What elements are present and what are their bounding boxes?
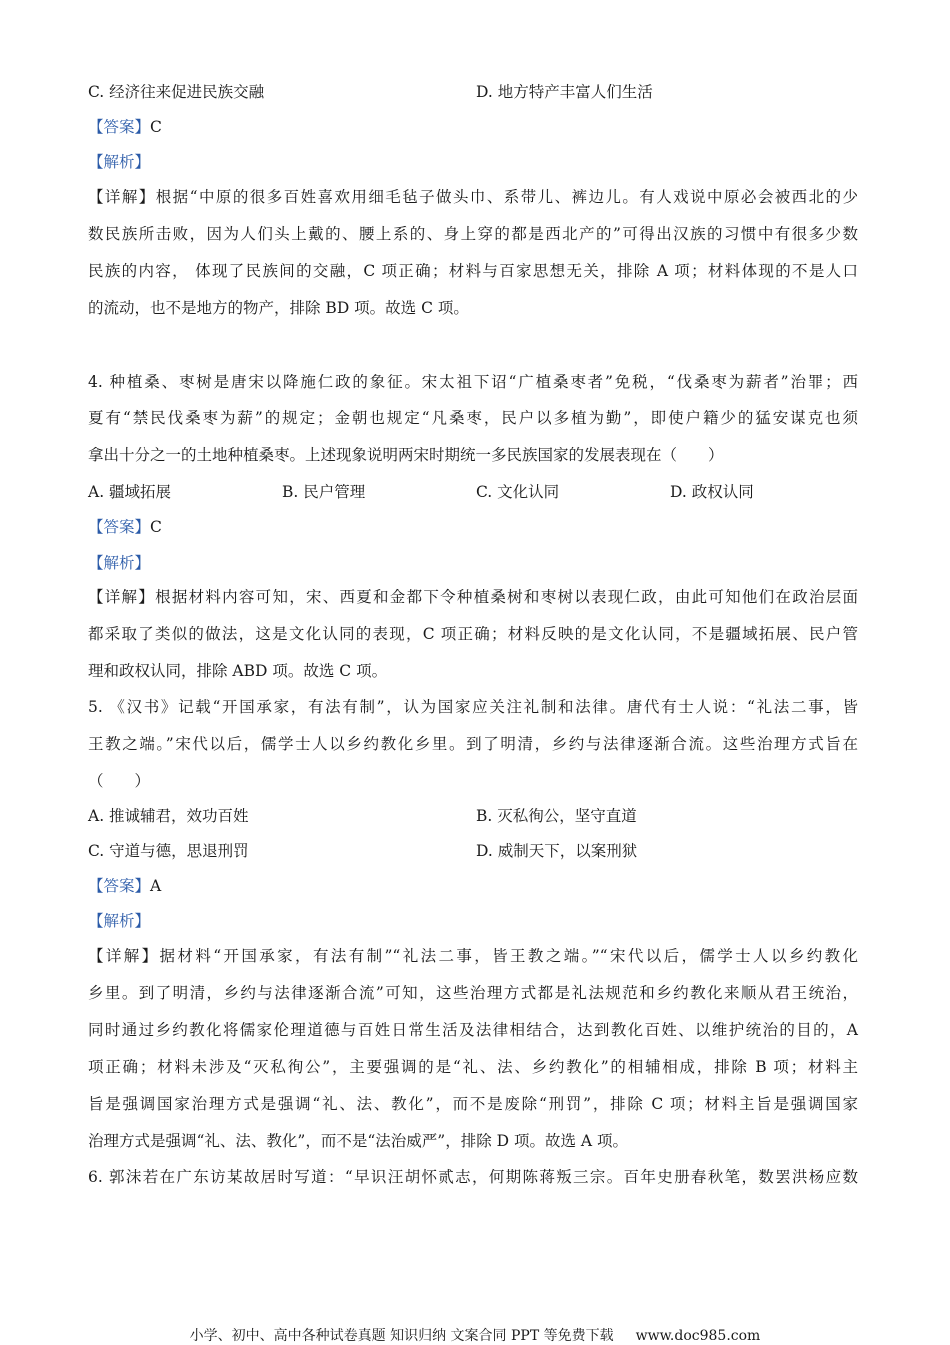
q5-detail-line-1: 【详解】据材料“开国承家，有法有制”“礼法二事，皆王教之端。”“宋代以后，儒学士人以乡约教化 — [88, 947, 858, 965]
q4-analysis-tag: 【解析】 — [88, 554, 151, 572]
answer-tag: 【答案】 — [88, 118, 151, 136]
q4-option-c: C. 文化认同 — [476, 483, 560, 501]
q5-option-c: C. 守道与德，思退刑罚 — [88, 842, 249, 860]
q5-answer-line — [88, 876, 161, 896]
q4-detail-line-1: 【详解】根据材料内容可知，宋、西夏和金都下令种植桑树和枣树以表现仁政，由此可知他们在政治层面 — [88, 588, 858, 606]
q3-answer-line — [88, 117, 162, 137]
q3-detail-line-4: 的流动，也不是地方的物产，排除 BD 项。故选 C 项。 — [88, 299, 469, 317]
detail-tag: 【详解】 — [88, 188, 156, 206]
footer-text: 小学、初中、高中各种试卷真题 知识归纳 文案合同 PPT 等免费下载 — [189, 1328, 614, 1344]
q3-analysis-tag: 【解析】 — [88, 153, 151, 171]
q4-answer: C — [150, 518, 162, 536]
q5-detail-line-3: 同时通过乡约教化将儒家伦理道德与百姓日常生活及法律相结合，达到教化百姓、以维护统治的目的，A — [88, 1021, 858, 1039]
q5-stem-line-1: 5. 《汉书》记载“开国承家，有法有制”，认为国家应关注礼制和法律。唐代有士人说：“礼法二事，皆 — [88, 698, 858, 716]
q5-stem-line-2: 王教之端。”宋代以后，儒学士人以乡约教化乡里。到了明清，乡约与法律逐渐合流。这些治理方式旨在 — [88, 735, 858, 753]
q5-detail-line-2: 乡里。到了明清，乡约与法律逐渐合流”可知，这些治理方式都是礼法规范和乡约教化来顺从君王统治， — [88, 984, 858, 1002]
q5-detail-line-6: 治理方式是强调“礼、法、教化”，而不是“法治威严”，排除 D 项。故选 A 项。 — [88, 1132, 629, 1150]
q3-detail-line-2: 数民族所击败，因为人们头上戴的、腰上系的、身上穿的都是西北产的”可得出汉族的习惯中有很多少数 — [88, 225, 858, 243]
q4-detail-line-3: 理和政权认同，排除 ABD 项。故选 C 项。 — [88, 662, 388, 680]
q4-stem-line-1: 4. 种植桑、枣树是唐宋以降施仁政的象征。宋太祖下诏“广植桑枣者”免税，“伐桑枣为薪者”治罪；西 — [88, 373, 858, 391]
q4-option-b: B. 民户管理 — [282, 483, 366, 501]
q3-option-d: D. 地方特产丰富人们生活 — [476, 83, 653, 101]
answer-tag: 【答案】 — [88, 518, 151, 536]
page-footer — [0, 1325, 950, 1345]
q4-stem-line-3: 拿出十分之一的土地种植桑枣。上述现象说明两宋时期统一多民族国家的发展表现在（ ） — [88, 446, 724, 464]
q6-stem-line-1: 6. 郭沫若在广东访某故居时写道：“早识汪胡怀贰志，何期陈蒋叛三宗。百年史册春秋笔，数罢洪杨应数 — [88, 1168, 858, 1186]
q3-option-c: C. 经济往来促进民族交融 — [88, 83, 265, 101]
q4-option-a: A. 疆域拓展 — [88, 483, 172, 501]
answer-tag: 【答案】 — [88, 877, 151, 895]
detail-tag: 【详解】 — [88, 588, 156, 606]
q5-answer: A — [150, 877, 162, 895]
q3-detail-line-3: 民族的内容， 体现了民族间的交融，C 项正确；材料与百家思想无关，排除 A 项；材料体现的不是人口 — [88, 262, 858, 280]
q5-option-d: D. 威制天下，以案刑狱 — [476, 842, 638, 860]
q4-stem-line-2: 夏有“禁民伐桑枣为薪”的规定；金朝也规定“凡桑枣，民户以多植为勤”，即使户籍少的猛安谋克也须 — [88, 409, 858, 427]
q3-answer: C — [150, 118, 162, 136]
footer-url[interactable]: www.doc985.com — [635, 1328, 761, 1344]
q3-detail-line-1: 【详解】根据“中原的很多百姓喜欢用细毛毡子做头巾、系带儿、裤边儿。有人戏说中原必会被西北的少 — [88, 188, 858, 206]
q5-option-a: A. 推诚辅君，效功百姓 — [88, 807, 249, 825]
q5-option-b: B. 灭私徇公，坚守直道 — [476, 807, 637, 825]
q5-stem-line-3: （ ） — [88, 772, 151, 790]
q5-analysis-tag: 【解析】 — [88, 912, 151, 930]
detail-tag: 【详解】 — [88, 947, 160, 965]
q5-detail-line-5: 旨是强调国家治理方式是强调“礼、法、教化”，而不是废除“刑罚”，排除 C 项；材料主旨是强调国家 — [88, 1095, 858, 1113]
q4-option-d: D. 政权认同 — [670, 483, 754, 501]
q4-detail-line-2: 都采取了类似的做法，这是文化认同的表现，C 项正确；材料反映的是文化认同，不是疆域拓展、民户管 — [88, 625, 858, 643]
q5-detail-line-4: 项正确；材料未涉及“灭私徇公”，主要强调的是“礼、法、乡约教化”的相辅相成，排除 B 项；材料主 — [88, 1058, 858, 1076]
q4-answer-line — [88, 517, 162, 537]
